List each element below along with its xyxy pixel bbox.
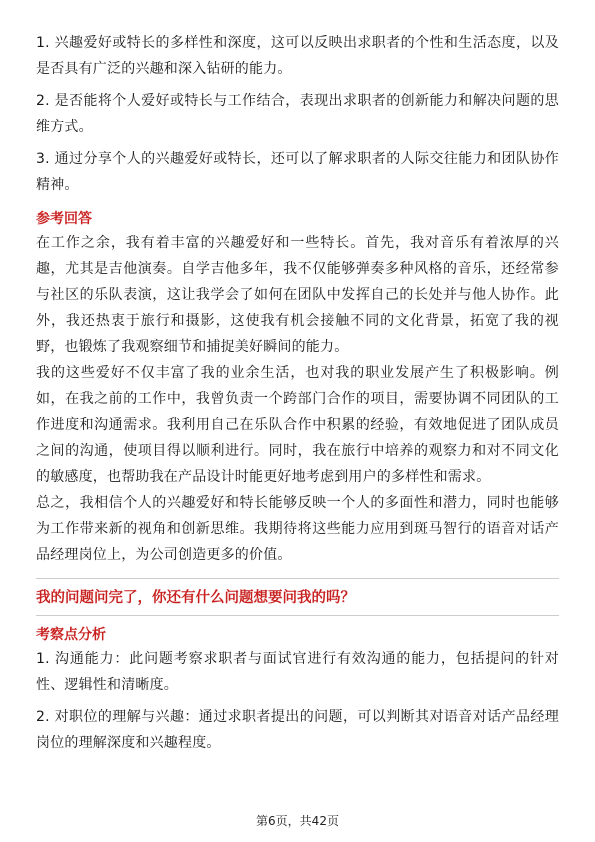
- question-heading: 我的问题问完了，你还有什么问题想要问我的吗？: [36, 590, 355, 606]
- answer-paragraph: 在工作之余，我有着丰富的兴趣爱好和一些特长。首先，我对音乐有着浓厚的兴趣，尤其是吉他演奏。自学吉他多年，我不仅能够弹奏多种风格的音乐，还经常参与社区的乐队表演，这让我学会了如何在团队中发挥自己的长处并与他人协作。此外，我还热衷于旅行和摄影，这使我有机会接触不同的文化背景，拓宽了我的视野，也锻炼了我观察细节和捕捉美好瞬间的能力。: [36, 235, 559, 355]
- answer-paragraph: 总之，我相信个人的兴趣爱好和特长能够反映一个人的多面性和潜力，同时也能够为工作带来新的视角和创新思维。我期待将这些能力应用到斑马智行的语音对话产品经理岗位上，为公司创造更多的价值。: [36, 495, 559, 563]
- analysis-heading: 考察点分析: [36, 627, 106, 643]
- list-item: 1. 沟通能力：此问题考察求职者与面试官进行有效沟通的能力，包括提问的针对性、逻辑性和清晰度。: [36, 651, 559, 693]
- page-content: [36, 30, 559, 756]
- answer-paragraph: 我的这些爱好不仅丰富了我的业余生活，也对我的职业发展产生了积极影响。例如，在我之前的工作中，我曾负责一个跨部门合作的项目，需要协调不同团队的工作进度和沟通需求。我利用自己在乐队合作中积累的经验，有效地促进了团队成员之间的沟通，使项目得以顺利进行。同时，我在旅行中培养的观察力和对不同文化的敏感度，也帮助我在产品设计时能更好地考虑到用户的多样性和需求。: [36, 365, 559, 485]
- answer-heading: 参考回答: [36, 211, 92, 227]
- list-item: 2. 对职位的理解与兴趣：通过求职者提出的问题，可以判断其对语音对话产品经理岗位的理解深度和兴趣程度。: [36, 709, 559, 751]
- list-item: 3. 通过分享个人的兴趣爱好或特长，还可以了解求职者的人际交往能力和团队协作精神。: [36, 151, 559, 193]
- list-item: 1. 兴趣爱好或特长的多样性和深度，这可以反映出求职者的个性和生活态度，以及是否具有广泛的兴趣和深入钻研的能力。: [36, 35, 559, 77]
- list-item: 2. 是否能将个人爱好或特长与工作结合，表现出求职者的创新能力和解决问题的思维方式。: [36, 93, 559, 135]
- section-divider: [36, 615, 559, 616]
- section-divider: [36, 578, 559, 579]
- page-number: 第6页，共42页: [256, 814, 339, 828]
